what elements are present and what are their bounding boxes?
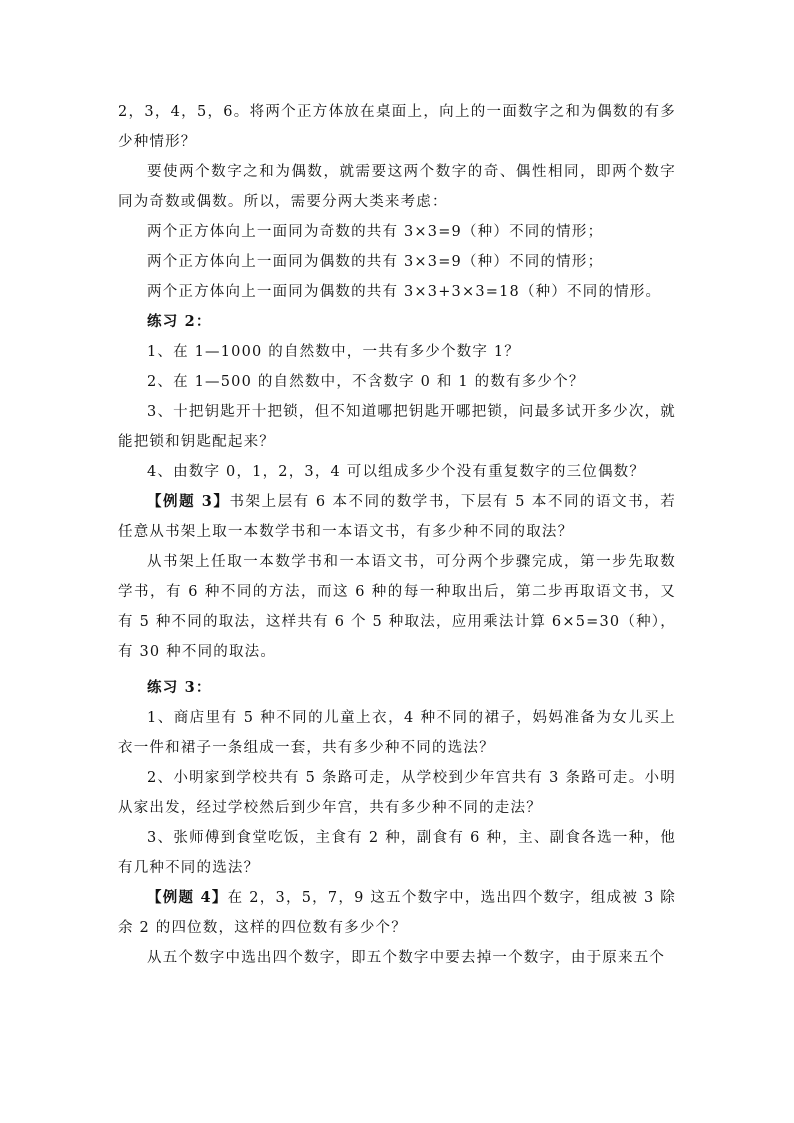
case-total-line: 两个正方体向上一面同为偶数的共有 3×3+3×3=18（种）不同的情形。	[147, 284, 662, 300]
example-3-text: 书架上层有 6 本不同的数学书，下层有 5 本不同的语文书，若任意从书架上取一本数学书和一本语文书，有多少种不同的取法？	[118, 494, 676, 540]
example-4-tag: 【例题 4】	[147, 889, 228, 906]
exercise-2-item-2: 2、在 1—500 的自然数中，不含数字 0 和 1 的数有多少个？	[147, 374, 585, 390]
case-odd-line: 两个正方体向上一面同为奇数的共有 3×3=9（种）不同的情形；	[147, 224, 604, 240]
example-4-solution: 从五个数字中选出四个数字，即五个数字中要去掉一个数字，由于原来五个	[147, 950, 666, 966]
exercise-2-item-3: 3、十把钥匙开十把锁，但不知道哪把钥匙开哪把锁，问最多试开多少次，就能把锁和钥匙配起来？	[118, 404, 676, 450]
example-3-solution: 从书架上任取一本数学书和一本语文书，可分两个步骤完成，第一步先取数学书，有 6 种不同的方法，而这 6 种的每一种取出后，第二步再取语文书，又有 5 种不同的取法，这样共有 6 个 5 种取法，应用乘法计算 6×5=30（种），有 30 种不同的取法。	[118, 554, 676, 660]
exercise-3-item-1: 1、商店里有 5 种不同的儿童上衣，4 种不同的裙子，妈妈准备为女儿买上衣一件和裙子一条组成一套，共有多少种不同的选法？	[118, 710, 676, 756]
exercise-3-item-3: 3、张师傅到食堂吃饭，主食有 2 种，副食有 6 种，主、副食各选一种，他有几种不同的选法？	[118, 830, 676, 876]
exercise-2-item-1: 1、在 1—1000 的自然数中，一共有多少个数字 1？	[147, 344, 521, 360]
exercise-3-heading: 练习 3：	[147, 679, 212, 696]
case-even-line: 两个正方体向上一面同为偶数的共有 3×3=9（种）不同的情形；	[147, 254, 604, 270]
exercise-2-heading: 练习 2：	[147, 313, 212, 330]
exercise-3-item-2: 2、小明家到学校共有 5 条路可走，从学校到少年宫共有 3 条路可走。小明从家出发，经过学校然后到少年宫，共有多少种不同的走法？	[118, 770, 676, 816]
document-body	[118, 97, 676, 973]
example-3-tag: 【例题 3】	[147, 493, 230, 510]
exercise-2-item-4: 4、由数字 0，1，2，3，4 可以组成多少个没有重复数字的三位偶数？	[147, 464, 646, 480]
example-3-problem	[118, 487, 676, 547]
solution-paragraph: 要使两个数字之和为偶数，就需要这两个数字的奇、偶性相同，即两个数字同为奇数或偶数。所以，需要分两大类来考虑：	[118, 164, 676, 210]
problem-continuation: 2，3，4，5，6。将两个正方体放在桌面上，向上的一面数字之和为偶数的有多少种情形？	[118, 104, 676, 150]
example-4-problem	[118, 883, 676, 943]
example-4-text: 在 2，3，5，7，9 这五个数字中，选出四个数字，组成被 3 除余 2 的四位数，这样的四位数有多少个？	[118, 890, 676, 936]
